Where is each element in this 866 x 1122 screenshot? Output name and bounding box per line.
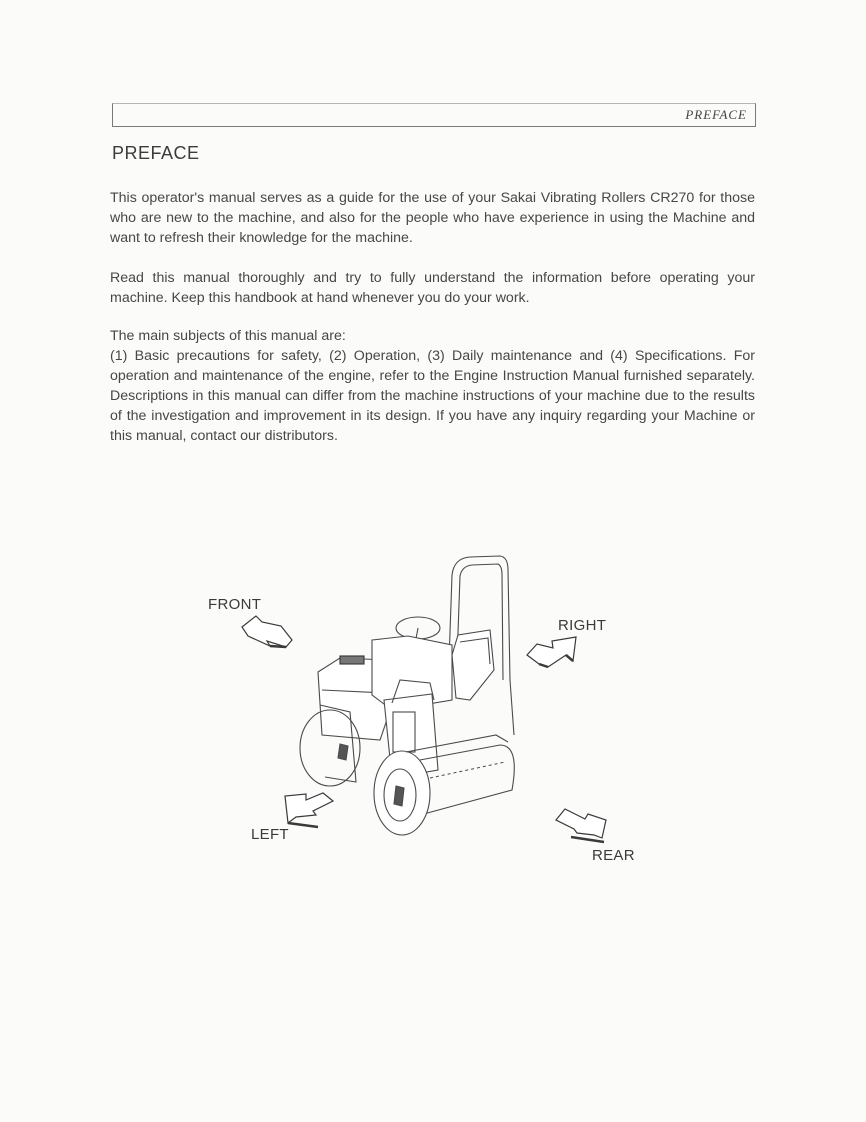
right-arrow-icon — [527, 637, 576, 667]
rear-arrow-icon — [556, 809, 606, 842]
roller-machine-illustration — [300, 556, 514, 835]
subjects-intro: The main subjects of this manual are: — [110, 328, 346, 344]
subjects-body: (1) Basic precautions for safety, (2) Operation, (3) Daily maintenance and (4) Specifications. For operation and maintenance of the engine, refer to the Engine Instruction Manual furnished separately. Descriptions in this manual can differ from the machine instructions of your machine due to the results of the investigation and improvement in its design. If you have any inquiry regarding your Machine or this manual, contact our distributors. — [110, 348, 755, 444]
paragraph-intro: This operator's manual serves as a guide for the use of your Sakai Vibrating Rollers CR270 for those who are new to the machine, and also for the people who have experience in using the Machine and want to refresh their knowledge for the machine. — [110, 190, 755, 246]
section-label: PREFACE — [685, 107, 747, 122]
front-arrow-icon — [242, 616, 292, 647]
paragraph-read-manual: Read this manual thoroughly and try to fully understand the information before operating your machine. Keep this handbook at hand whenever you do your work. — [110, 270, 755, 306]
rear-label: REAR — [592, 847, 635, 864]
left-arrow-icon — [285, 793, 333, 827]
right-label: RIGHT — [558, 617, 607, 634]
left-label: LEFT — [251, 826, 289, 843]
page-title: PREFACE — [112, 143, 200, 163]
front-label: FRONT — [208, 596, 262, 613]
